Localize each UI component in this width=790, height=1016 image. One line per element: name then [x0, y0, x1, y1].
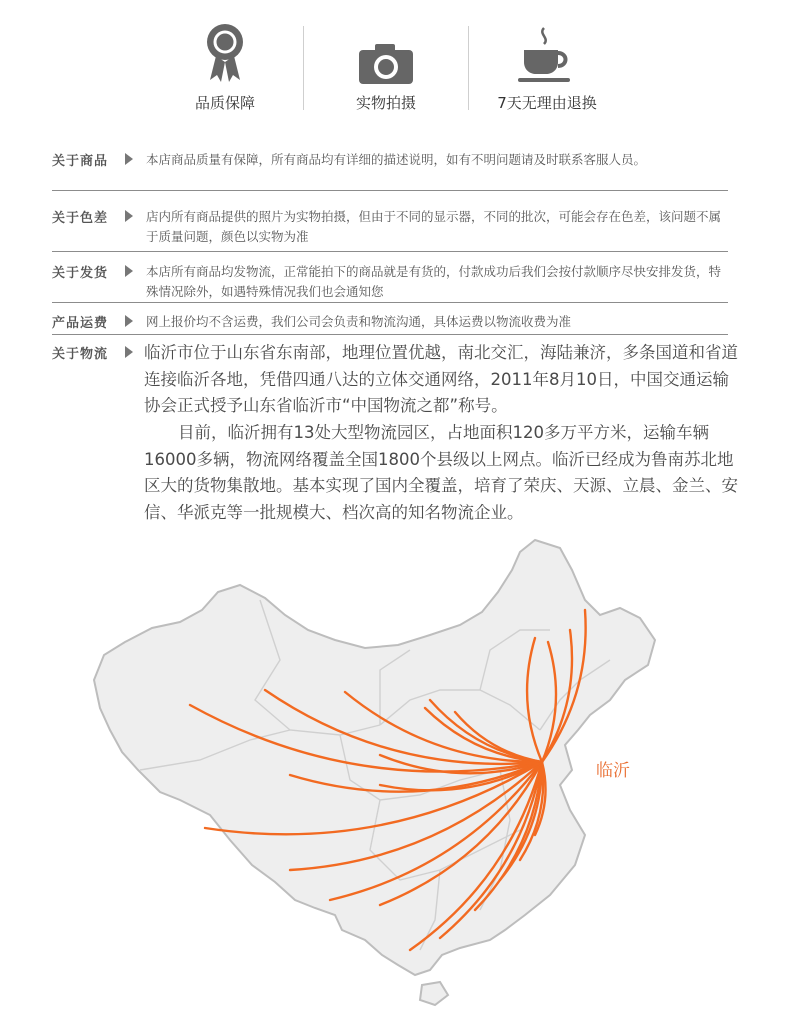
info-row-color: [52, 207, 728, 252]
badge-real-photo: [311, 18, 461, 113]
info-row-title: 关于商品: [52, 154, 109, 169]
info-row-text: 店内所有商品提供的照片为实物拍摄，但由于不同的显示器，不同的批次，可能会存在色差，该问题不属于质量问题，颜色以实物为准: [146, 209, 722, 244]
arrow-right-icon: [125, 210, 133, 222]
arrow-right-icon: [125, 315, 133, 327]
divider: [468, 26, 469, 110]
logistics-paragraph-2: 目前，临沂拥有13处大型物流园区，占地面积120多万平方米，运输车辆16000多辆，物流网络覆盖全国1800个县级以上网点。临沂已经成为鲁南苏北地区大的货物集散地。基本实现了国内全覆盖，培育了荣庆、天源、立晨、金兰、安信、华派克等一批规模大、档次高的知名物流企业。: [144, 423, 738, 522]
info-row-text: 网上报价均不含运费，我们公司会负责和物流沟通，具体运费以物流收费为准: [146, 314, 572, 329]
info-row-text: 本店商品质量有保障，所有商品均有详细的描述说明，如有不明问题请及时联系客服人员。: [146, 152, 647, 167]
info-row-shipping: [52, 262, 728, 303]
arrow-right-icon: [125, 265, 133, 277]
china-outline: [94, 540, 655, 975]
info-row-product: [52, 150, 728, 191]
divider: [303, 26, 304, 110]
badge-label: 品质保障: [194, 94, 255, 112]
info-row-title: 产品运费: [52, 316, 109, 331]
coffee-cup-icon: [518, 26, 576, 84]
camera-icon: [359, 44, 413, 84]
logistics-paragraph-1: 临沂市位于山东省东南部，地理位置优越，南北交汇，海陆兼济，多条国道和省道连接临沂各地，凭借四通八达的立体交通网络，2011年8月10日，中国交通运输协会正式授予山东省临沂市“中国物流之都”称号。: [144, 343, 738, 415]
linyi-city-label: 临沂: [596, 761, 630, 781]
arrow-right-icon: [125, 153, 133, 165]
service-badges: [0, 0, 790, 120]
info-row-title: 关于色差: [52, 211, 109, 226]
info-row-title: 关于发货: [52, 266, 109, 281]
arrow-right-icon: [125, 346, 133, 358]
hainan-island: [420, 982, 448, 1005]
info-row-freight: [52, 312, 728, 335]
badge-return: [472, 18, 622, 113]
logistics-title: 关于物流: [52, 347, 109, 362]
award-ribbon-icon: [203, 22, 247, 84]
badge-label: 实物拍摄: [355, 94, 416, 112]
badge-label: 7天无理由退换: [497, 94, 597, 112]
info-row-text: 本店所有商品均发物流，正常能拍下的商品就是有货的，付款成功后我们会按付款顺序尽快安排发货，特殊情况除外，如遇特殊情况我们也会通知您: [146, 264, 722, 299]
badge-quality: [150, 18, 300, 113]
